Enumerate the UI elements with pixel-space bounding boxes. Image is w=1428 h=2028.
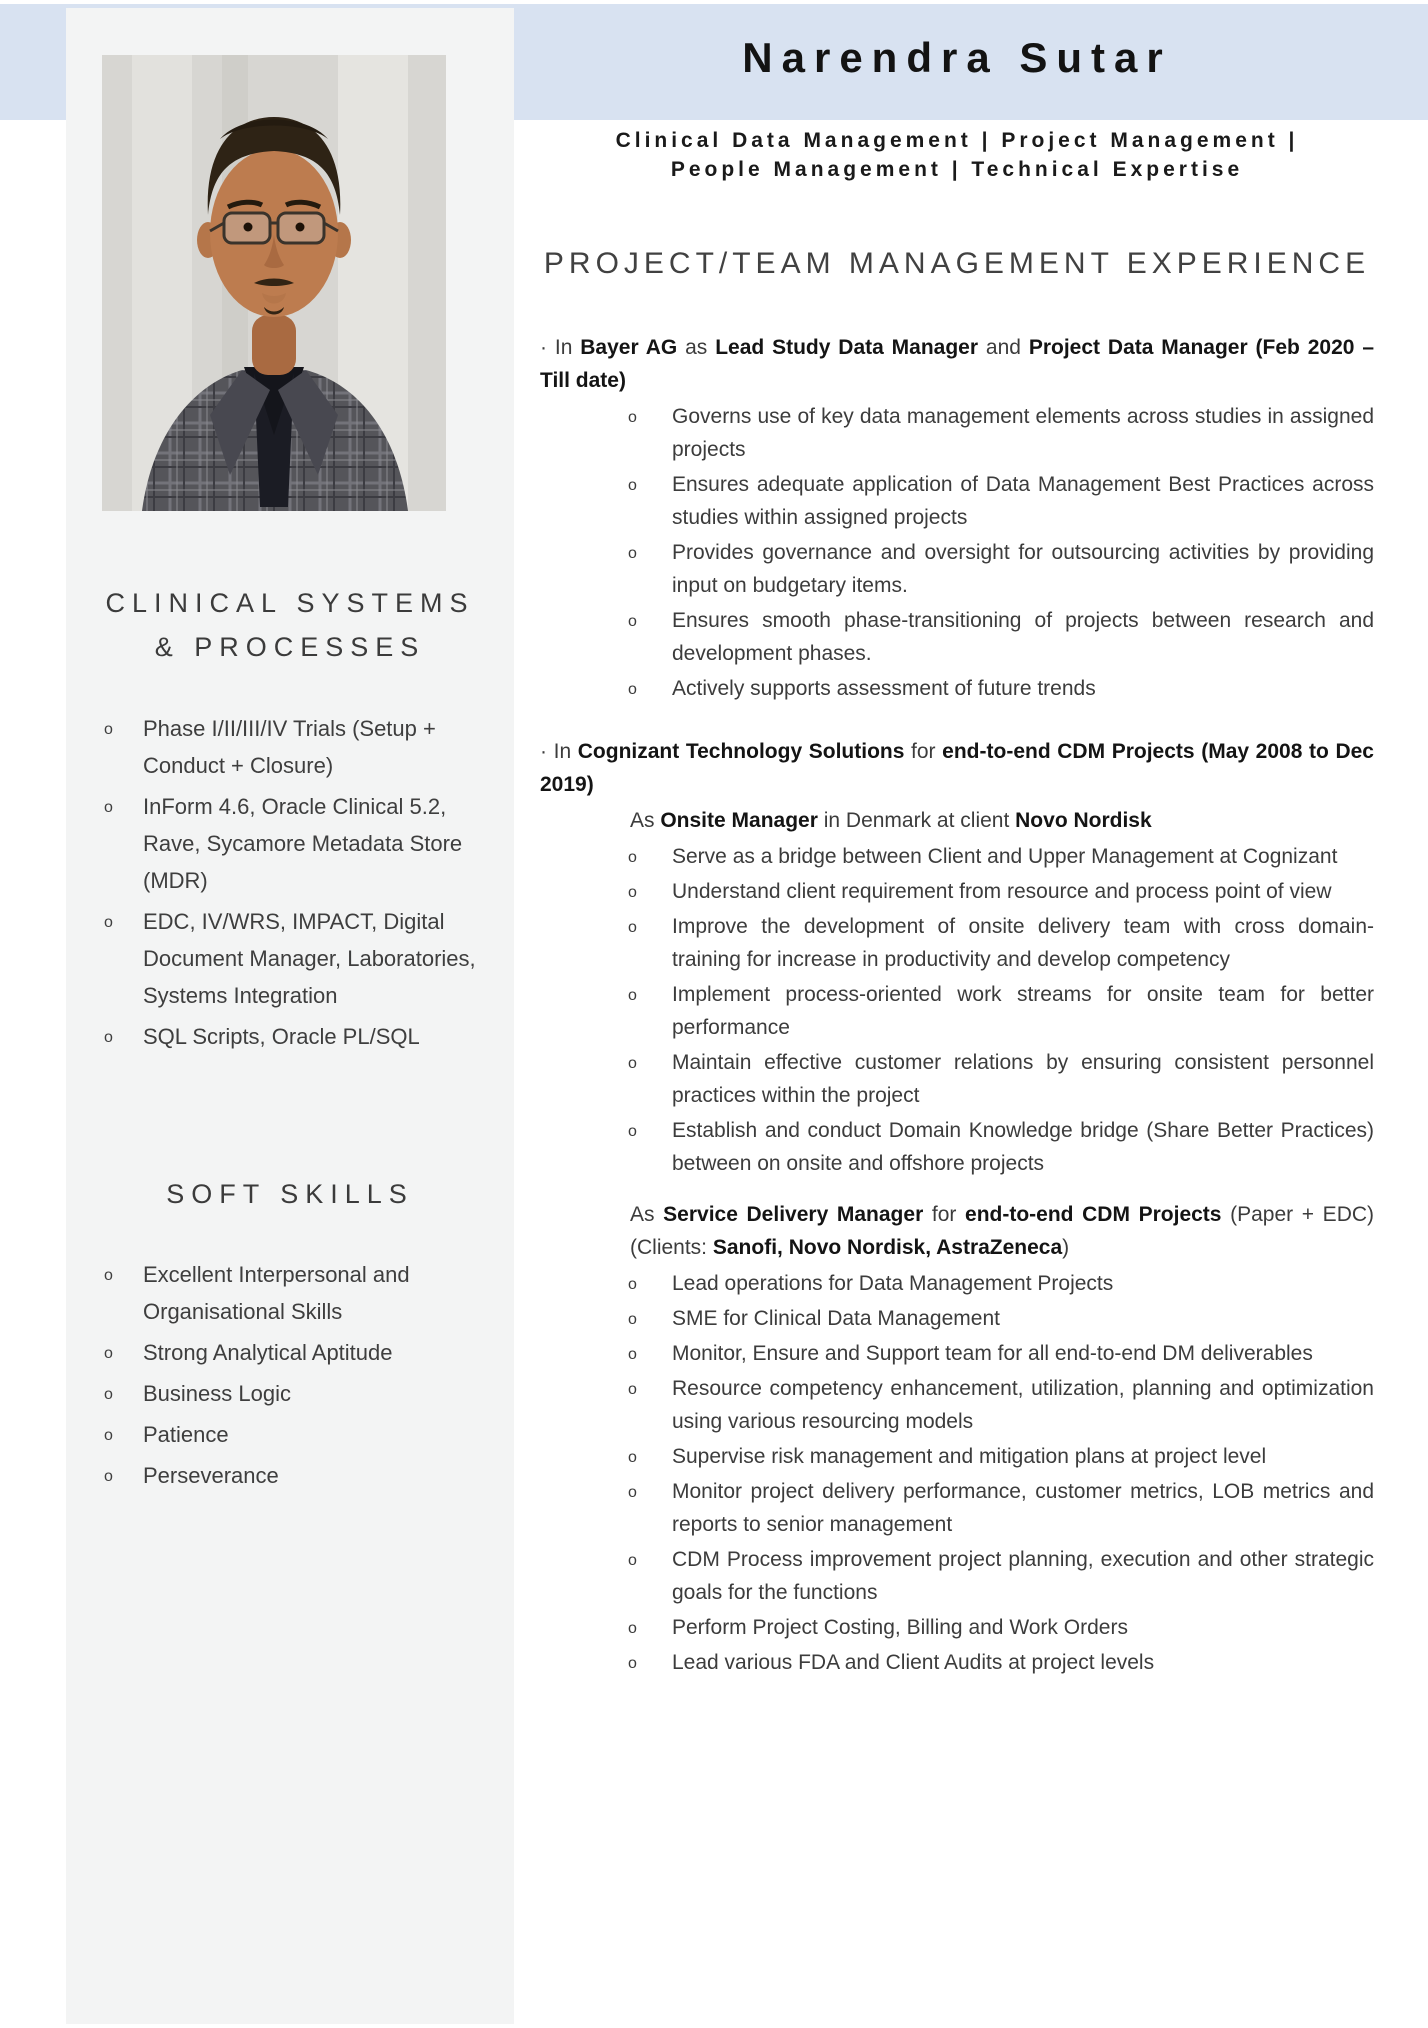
sidebar-heading-clinical-systems (66, 581, 514, 669)
circle-bullet-icon: o (628, 1620, 637, 1637)
bold-text-segment: Onsite Manager (660, 809, 818, 832)
circle-bullet-icon: o (104, 1029, 113, 1046)
circle-bullet-icon: o (104, 1386, 113, 1403)
sidebar (66, 8, 514, 2024)
experience-intro-cognizant (540, 735, 1374, 801)
circle-bullet-icon: o (104, 1267, 113, 1284)
list-item-text: Ensures smooth phase-transitioning of projects between research and development phases. (672, 609, 1374, 665)
circle-bullet-icon: o (628, 681, 637, 698)
service-delivery-bullet-list (540, 1267, 1374, 1679)
list-item-text: Patience (143, 1422, 229, 1447)
circle-bullet-icon: o (104, 914, 113, 931)
circle-bullet-icon: o (628, 409, 637, 426)
circle-bullet-icon: o (628, 1381, 637, 1398)
text-segment: (Paper + EDC) (Clients: (630, 1203, 1375, 1259)
list-item (540, 840, 1374, 873)
list-item-text: Provides governance and oversight for outsourcing activities by providing input on budgetary items. (672, 541, 1374, 597)
circle-bullet-icon: o (628, 1655, 637, 1672)
circle-bullet-icon: o (628, 1276, 637, 1293)
list-item (540, 400, 1374, 466)
list-item (540, 1337, 1374, 1370)
role-subhead-onsite-manager (540, 804, 1374, 837)
onsite-manager-bullet-list (540, 840, 1374, 1180)
circle-bullet-icon: o (104, 1427, 113, 1444)
circle-bullet-icon: o (104, 721, 113, 738)
list-item-text: Understand client requirement from resource and process point of view (672, 880, 1332, 903)
list-item (66, 903, 514, 1014)
man-portrait-photo (102, 55, 446, 511)
tagline-line: Clinical Data Management | Project Management | (615, 129, 1299, 152)
list-item-text: Governs use of key data management elements across studies in assigned projects (672, 405, 1374, 461)
list-item-text: Lead operations for Data Management Projects (672, 1272, 1114, 1295)
circle-bullet-icon: o (628, 477, 637, 494)
bold-text-segment: end-to-end CDM Projects (May 2008 to Dec 2019) (540, 740, 1374, 796)
list-item (540, 1543, 1374, 1609)
list-item-text: Improve the development of onsite delivery team with cross domain-training for increase in productivity and develop competency (672, 915, 1374, 971)
list-item (66, 1018, 514, 1055)
list-item (66, 1457, 514, 1494)
circle-bullet-icon: o (628, 1055, 637, 1072)
bold-text-segment: Sanofi, Novo Nordisk, AstraZeneca (712, 1236, 1063, 1259)
list-item-text: Excellent Interpersonal and Organisational Skills (143, 1262, 410, 1324)
tagline (540, 126, 1374, 184)
bold-text-segment: Cognizant Technology Solutions (577, 740, 905, 763)
list-item-text: Actively supports assessment of future trends (672, 677, 1096, 700)
text-segment: for (904, 740, 943, 763)
circle-bullet-icon: o (628, 1311, 637, 1328)
list-item (540, 1114, 1374, 1180)
text-segment: · In (540, 336, 581, 359)
list-item (540, 1267, 1374, 1300)
bold-text-segment: Lead Study Data Manager (715, 336, 979, 359)
list-item (540, 604, 1374, 670)
circle-bullet-icon: o (628, 545, 637, 562)
bold-text-segment: Project Data Manager (Feb 2020 – Till date) (540, 336, 1375, 392)
soft-skills-list (66, 1256, 514, 1498)
list-item-text: Supervise risk management and mitigation plans at project level (672, 1445, 1267, 1468)
circle-bullet-icon: o (628, 1449, 637, 1466)
circle-bullet-icon: o (628, 1346, 637, 1363)
list-item (540, 1646, 1374, 1679)
text-segment: As (630, 809, 661, 832)
list-item (66, 1375, 514, 1412)
list-item-text: Maintain effective customer relations by ensuring consistent personnel practices within the project (672, 1051, 1374, 1107)
bold-text-segment: Novo Nordisk (1015, 809, 1152, 832)
bold-text-segment: end-to-end CDM Projects (965, 1203, 1222, 1226)
list-item-text: Monitor, Ensure and Support team for all end-to-end DM deliverables (672, 1342, 1313, 1365)
list-item (540, 875, 1374, 908)
text-segment: for (923, 1203, 966, 1226)
circle-bullet-icon: o (104, 1345, 113, 1362)
text-segment: As (630, 1203, 664, 1226)
circle-bullet-icon: o (104, 1468, 113, 1485)
tagline-line: People Management | Technical Expertise (670, 158, 1244, 181)
list-item (66, 1416, 514, 1453)
list-item-text: Lead various FDA and Client Audits at project levels (672, 1651, 1155, 1674)
circle-bullet-icon: o (628, 1552, 637, 1569)
sidebar-heading-soft-skills (66, 1172, 514, 1216)
list-item (540, 536, 1374, 602)
list-item-text: SME for Clinical Data Management (672, 1307, 1000, 1330)
role-subhead-service-delivery-manager (540, 1198, 1374, 1264)
person-name: Narendra Sutar (742, 34, 1172, 81)
list-item-text: Perform Project Costing, Billing and Work Orders (672, 1616, 1128, 1639)
bold-text-segment: Bayer AG (580, 336, 678, 359)
list-item-text: Monitor project delivery performance, customer metrics, LOB metrics and reports to senior management (672, 1480, 1374, 1536)
text-segment: as (677, 336, 716, 359)
experience-content (540, 331, 1374, 1681)
list-item (540, 1611, 1374, 1644)
circle-bullet-icon: o (628, 849, 637, 866)
circle-bullet-icon: o (628, 613, 637, 630)
heading-line: & PROCESSES (154, 632, 426, 662)
circle-bullet-icon: o (628, 987, 637, 1004)
experience-intro-bayer (540, 331, 1374, 397)
circle-bullet-icon: o (104, 799, 113, 816)
list-item (540, 910, 1374, 976)
profile-photo (102, 55, 446, 511)
main-column (540, 0, 1374, 2028)
list-item-text: EDC, IV/WRS, IMPACT, Digital Document Manager, Laboratories, Systems Integration (143, 909, 476, 1008)
section-heading: PROJECT/TEAM MANAGEMENT EXPERIENCE (543, 247, 1371, 280)
text-segment: and (978, 336, 1029, 359)
list-item-text: Perseverance (143, 1463, 279, 1488)
text-segment: in Denmark at client (817, 809, 1016, 832)
list-item-text: Ensures adequate application of Data Management Best Practices across studies within assigned projects (672, 473, 1374, 529)
circle-bullet-icon: o (628, 1484, 637, 1501)
clinical-systems-list (66, 710, 514, 1059)
list-item-text: CDM Process improvement project planning, execution and other strategic goals for the functions (672, 1548, 1374, 1604)
circle-bullet-icon: o (628, 884, 637, 901)
list-item (540, 468, 1374, 534)
text-segment: · In (540, 740, 578, 763)
list-item (66, 788, 514, 899)
list-item-text: Establish and conduct Domain Knowledge bridge (Share Better Practices) between on onsite and offshore projects (672, 1119, 1374, 1175)
list-item (540, 1475, 1374, 1541)
list-item-text: SQL Scripts, Oracle PL/SQL (143, 1024, 420, 1049)
list-item (540, 978, 1374, 1044)
list-item-text: Serve as a bridge between Client and Upper Management at Cognizant (672, 845, 1338, 868)
bayer-bullet-list (540, 400, 1374, 705)
circle-bullet-icon: o (628, 919, 637, 936)
list-item-text: Implement process-oriented work streams for onsite team for better performance (672, 983, 1374, 1039)
list-item (540, 1046, 1374, 1112)
list-item (66, 1334, 514, 1371)
list-item (66, 710, 514, 784)
heading-line: CLINICAL SYSTEMS (105, 588, 475, 618)
list-item (540, 1372, 1374, 1438)
list-item-text: Resource competency enhancement, utilization, planning and optimization using various resourcing models (672, 1377, 1374, 1433)
list-item (66, 1256, 514, 1330)
list-item (540, 1440, 1374, 1473)
bold-text-segment: Service Delivery Manager (663, 1203, 924, 1226)
list-item-text: Phase I/II/III/IV Trials (Setup + Conduct + Closure) (143, 716, 436, 778)
text-segment: ) (1062, 1236, 1070, 1259)
list-item-text: Business Logic (143, 1381, 291, 1406)
heading-line: SOFT SKILLS (166, 1179, 414, 1209)
list-item-text: Strong Analytical Aptitude (143, 1340, 393, 1365)
list-item-text: InForm 4.6, Oracle Clinical 5.2, Rave, Sycamore Metadata Store (MDR) (143, 794, 463, 893)
list-item (540, 672, 1374, 705)
list-item (540, 1302, 1374, 1335)
circle-bullet-icon: o (628, 1123, 637, 1140)
